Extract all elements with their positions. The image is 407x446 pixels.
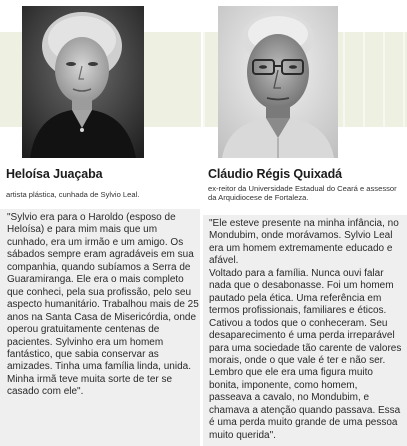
quote-line: sábados sempre eram agradáveis em sua (7, 249, 194, 261)
person-name-left: Heloísa Juaçaba (6, 167, 103, 181)
quote-line: Voltado para a família. Nunca ouvi falar (209, 267, 384, 279)
quote-line: "Sylvio era para o Haroldo (esposo de (7, 212, 176, 223)
role-line: artista plástica, cunhada de Sylvio Leal. (6, 190, 140, 199)
quote-line: afável. (209, 255, 239, 267)
quote-line: pautado pela ética. Uma referência em (209, 292, 382, 304)
person-role-right (208, 184, 404, 203)
quote-line: passeava a cavalo, no Mondubim, e (209, 392, 370, 404)
quote-line: Minha irmã teve muita sorte de ter se (7, 373, 173, 385)
role-line: ex-reitor da Universidade Estadual do Ceará e assessor (208, 184, 397, 193)
quote-line: aspecto humanitário. Trabalhou mais de 25 (7, 299, 199, 311)
portrait-photo-man (218, 6, 338, 158)
quote-line: Cativou a todos que o conheceram. Seu (209, 317, 388, 329)
role-line: da Arquidiocese de Fortaleza. (208, 193, 309, 203)
quote-line: cunhado, era um irmão e um amigo. Os (7, 236, 184, 248)
quote-line: nada que o desabonasse. Foi um homem (209, 280, 394, 292)
quote-line: que conheci, pela sua profissão, pelo seu (7, 286, 192, 298)
person-name-right: Cláudio Régis Quixadá (208, 167, 343, 181)
quote-line: Mondubim, onde morávamos. Sylvio Leal (209, 230, 393, 242)
portrait-photo-woman (22, 6, 144, 158)
quote-line: é uma perda muito grande de uma pessoa (209, 417, 398, 429)
quote-box-left (0, 209, 200, 446)
profile-column-right (203, 0, 407, 446)
quote-line: fantástico, que sabia conservar as (7, 348, 159, 360)
quote-line: bonita, imponente, como homem, (209, 379, 358, 391)
quote-line: chamava a atenção quando passava. Essa (209, 404, 401, 416)
quote-line: era um homem extremamente educado e (209, 242, 393, 254)
quote-line: pacientes. Sylvinho era um homem (7, 336, 164, 348)
quote-line: termos profissionais, familiares e éticos. (209, 305, 387, 317)
quote-line: anos na Santa Casa de Misericórdia, onde (7, 311, 197, 323)
quote-line: amizades. Tinha uma família linda, unida. (7, 361, 191, 373)
quote-line: morais, onde o que vale é ter e não ser. (209, 354, 386, 366)
quote-line: Guaramiranga. Ele era o mais completo (7, 274, 184, 286)
quote-line: para uma sociedade tão carente de valores (209, 342, 402, 354)
profile-column-left (0, 0, 202, 446)
portrait-woman-illustration (22, 6, 144, 158)
quote-line: casado com ele". (7, 386, 84, 398)
quote-box-right (203, 215, 407, 446)
quote-line: operou gratuitamente centenas de (7, 324, 160, 336)
quote-line: companhia, quando subíamos a Serra de (7, 261, 191, 273)
quote-line: Lembro que ele era uma figura muito (209, 367, 373, 379)
portrait-man-illustration (218, 6, 338, 158)
quote-line: "Ele esteve presente na minha infância, no (209, 218, 399, 229)
quote-line: desaparecimento é uma perda irreparável (209, 330, 395, 342)
person-role-left (6, 190, 196, 199)
quote-line: Heloísa) e para mim mais que um (7, 224, 158, 236)
quote-line: muito querida". (209, 429, 276, 441)
